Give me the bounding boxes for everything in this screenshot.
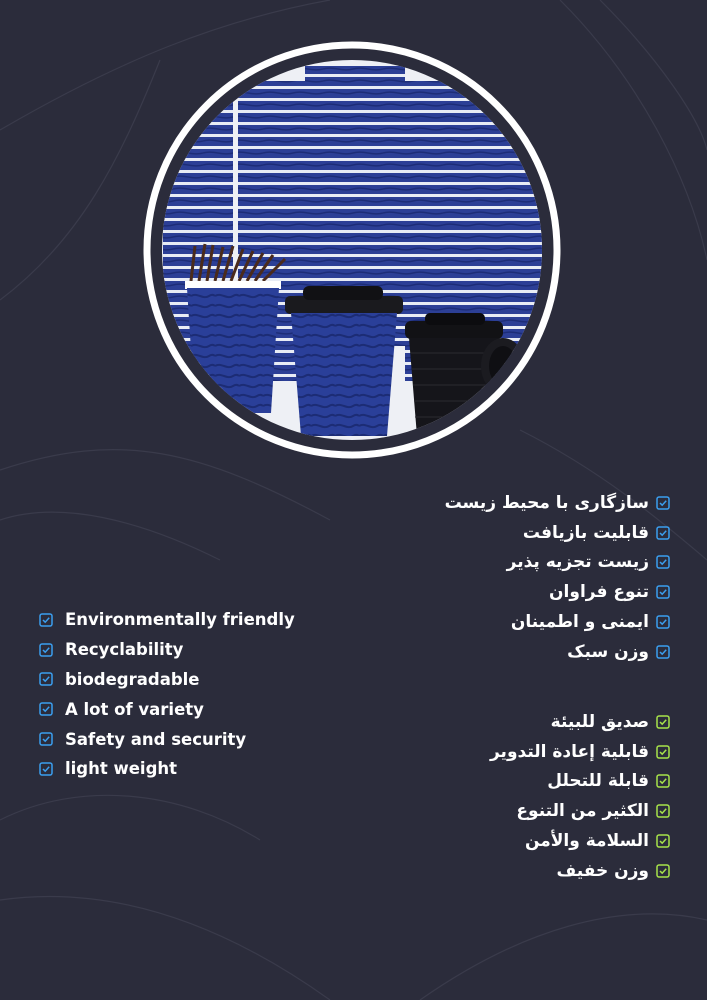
checkbox-check-icon — [656, 804, 670, 818]
checkbox-check-icon — [656, 834, 670, 848]
list-item — [39, 724, 359, 754]
checkbox-check-icon — [39, 762, 53, 776]
list-item — [39, 694, 359, 724]
features-list-arabic — [360, 707, 670, 886]
checkbox-check-icon — [656, 526, 670, 540]
features-list-english — [39, 605, 359, 784]
checkbox-check-icon — [656, 745, 670, 759]
feature-label: A lot of variety — [65, 699, 204, 719]
feature-label: السلامة والأمن — [524, 831, 649, 852]
feature-label: Safety and security — [65, 729, 247, 749]
checkbox-check-icon — [39, 643, 53, 657]
checkbox-check-icon — [656, 496, 670, 510]
features-list-persian — [360, 488, 670, 667]
feature-label: قابلية إعادة التدوير — [489, 741, 649, 762]
list-item — [39, 605, 359, 635]
checkbox-check-icon — [39, 672, 53, 686]
list-item — [39, 665, 359, 695]
list-item — [360, 856, 670, 886]
list-item — [360, 767, 670, 797]
checkbox-check-icon — [656, 715, 670, 729]
list-item — [360, 518, 670, 548]
feature-label: ایمنی و اطمینان — [510, 612, 649, 633]
list-item — [39, 754, 359, 784]
feature-label: زیست تجزیه پذیر — [506, 552, 649, 573]
list-item — [360, 707, 670, 737]
feature-label: biodegradable — [65, 669, 200, 689]
list-item — [360, 796, 670, 826]
feature-label: وزن سبک — [567, 641, 649, 662]
feature-label: Recyclability — [65, 640, 184, 660]
checkbox-check-icon — [39, 732, 53, 746]
list-item — [360, 548, 670, 578]
feature-label: قابلة للتحلل — [547, 771, 649, 792]
list-item — [360, 488, 670, 518]
feature-label: سازگاری با محیط زیست — [444, 492, 649, 513]
list-item — [360, 607, 670, 637]
feature-label: قابلیت بازیافت — [522, 522, 649, 543]
checkbox-check-icon — [656, 615, 670, 629]
list-item — [39, 635, 359, 665]
checkbox-check-icon — [39, 613, 53, 627]
hero-image-circle — [143, 41, 561, 459]
list-item — [360, 737, 670, 767]
checkbox-check-icon — [656, 774, 670, 788]
feature-label: light weight — [65, 759, 178, 779]
feature-label: Environmentally friendly — [65, 610, 295, 630]
checkbox-check-icon — [656, 864, 670, 878]
checkbox-check-icon — [656, 555, 670, 569]
feature-label: وزن خفيف — [556, 860, 649, 881]
coffee-cups-photo — [143, 41, 561, 459]
checkbox-check-icon — [656, 645, 670, 659]
feature-label: تنوع فراوان — [549, 582, 649, 603]
feature-label: الكثير من التنوع — [516, 801, 649, 822]
checkbox-check-icon — [39, 702, 53, 716]
list-item — [360, 826, 670, 856]
checkbox-check-icon — [656, 585, 670, 599]
list-item — [360, 577, 670, 607]
feature-label: صديق للبيئة — [550, 711, 649, 732]
list-item — [360, 637, 670, 667]
